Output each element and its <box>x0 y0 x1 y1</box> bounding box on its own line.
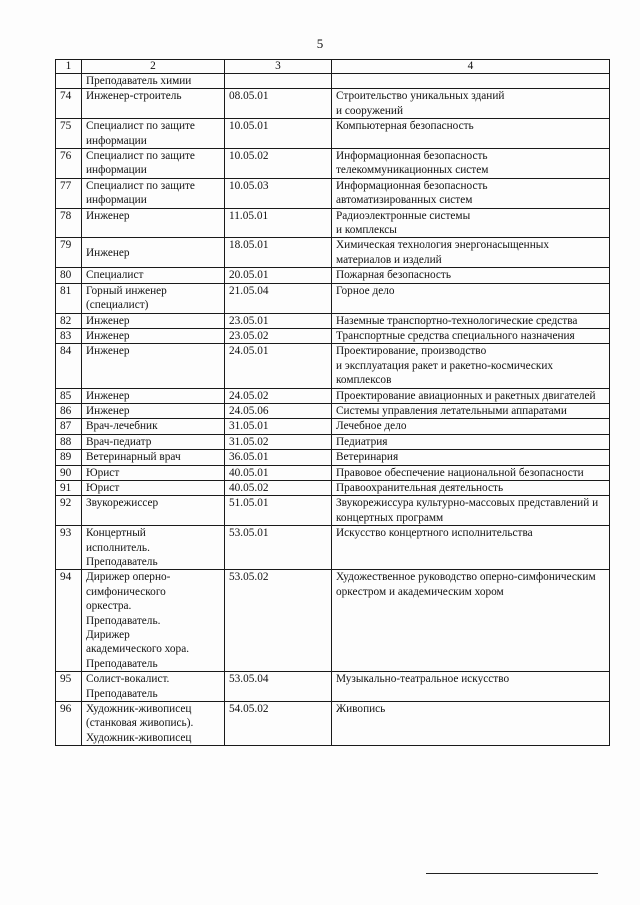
table-row <box>56 403 610 418</box>
table-row <box>56 149 610 179</box>
table-row <box>56 450 610 465</box>
specialty-code-cell: 53.05.04 <box>225 672 332 702</box>
specialty-code-cell: 53.05.02 <box>225 570 332 672</box>
specialty-name-cell: Информационная безопасность автоматизированных систем <box>332 178 610 208</box>
table-row <box>56 283 610 313</box>
row-number-cell: 82 <box>56 313 82 328</box>
qualification-cell: Специалист <box>82 268 225 283</box>
specialty-name-cell: Информационная безопасность телекоммуникационных систем <box>332 149 610 179</box>
table-row <box>56 238 610 268</box>
row-number-cell: 92 <box>56 496 82 526</box>
table-row <box>56 434 610 449</box>
qualification-cell: Звукорежиссер <box>82 496 225 526</box>
specialty-code-cell: 23.05.02 <box>225 328 332 343</box>
specialty-code-cell: 10.05.03 <box>225 178 332 208</box>
specialty-name-cell: Правовое обеспечение национальной безопасности <box>332 465 610 480</box>
qualification-cell: Солист-вокалист. Преподаватель <box>82 672 225 702</box>
table-row <box>56 496 610 526</box>
qualification-cell: Инженер-строитель <box>82 89 225 119</box>
qualification-cell: Инженер <box>82 313 225 328</box>
specialty-name-cell: Химическая технология энергонасыщенных материалов и изделий <box>332 238 610 268</box>
table-row <box>56 208 610 238</box>
qualification-cell: Специалист по защите информации <box>82 149 225 179</box>
specialty-name-cell: Музыкально-театральное искусство <box>332 672 610 702</box>
specialty-code-cell: 31.05.02 <box>225 434 332 449</box>
specialty-name-cell: Живопись <box>332 702 610 746</box>
qualification-cell: Художник-живописец (станковая живопись). Художник-живописец <box>82 702 225 746</box>
qualification-cell: Специалист по защите информации <box>82 119 225 149</box>
specialty-name-cell <box>332 74 610 89</box>
row-number-cell: 81 <box>56 283 82 313</box>
column-header-2: 2 <box>82 60 225 74</box>
specialty-name-cell: Педиатрия <box>332 434 610 449</box>
row-number-cell: 83 <box>56 328 82 343</box>
specialty-name-cell: Проектирование, производство и эксплуатация ракет и ракетно-космических комплексов <box>332 344 610 388</box>
specialty-name-cell: Системы управления летательными аппаратами <box>332 403 610 418</box>
table-row <box>56 74 610 89</box>
qualification-cell: Инженер <box>82 238 225 268</box>
qualification-cell: Инженер <box>82 328 225 343</box>
row-number-cell: 76 <box>56 149 82 179</box>
table-row <box>56 419 610 434</box>
table-row <box>56 89 610 119</box>
row-number-cell: 88 <box>56 434 82 449</box>
qualification-cell: Горный инженер (специалист) <box>82 283 225 313</box>
qualification-cell: Дирижер оперно- симфонического оркестра. Преподаватель. Дирижер академического хора. Преподаватель <box>82 570 225 672</box>
row-number-cell: 77 <box>56 178 82 208</box>
table-row <box>56 526 610 570</box>
row-number-cell: 84 <box>56 344 82 388</box>
row-number-cell: 74 <box>56 89 82 119</box>
specialty-name-cell: Строительство уникальных зданий и сооружений <box>332 89 610 119</box>
table-row <box>56 119 610 149</box>
table-row <box>56 388 610 403</box>
specialty-name-cell: Горное дело <box>332 283 610 313</box>
column-header-3: 3 <box>225 60 332 74</box>
table-row <box>56 344 610 388</box>
specialty-name-cell: Художественное руководство оперно-симфоническим оркестром и академическим хором <box>332 570 610 672</box>
specialty-name-cell: Звукорежиссура культурно-массовых представлений и концертных программ <box>332 496 610 526</box>
row-number-cell <box>56 74 82 89</box>
specialty-name-cell: Радиоэлектронные системы и комплексы <box>332 208 610 238</box>
specialty-name-cell: Ветеринария <box>332 450 610 465</box>
specialty-code-cell <box>225 74 332 89</box>
specialty-code-cell: 18.05.01 <box>225 238 332 268</box>
specialty-name-cell: Компьютерная безопасность <box>332 119 610 149</box>
specialty-name-cell: Искусство концертного исполнительства <box>332 526 610 570</box>
table-row <box>56 328 610 343</box>
qualification-cell: Ветеринарный врач <box>82 450 225 465</box>
specialties-table <box>55 59 610 746</box>
row-number-cell: 95 <box>56 672 82 702</box>
row-number-cell: 78 <box>56 208 82 238</box>
specialty-code-cell: 54.05.02 <box>225 702 332 746</box>
qualification-cell: Юрист <box>82 480 225 495</box>
qualification-cell: Концертный исполнитель. Преподаватель <box>82 526 225 570</box>
qualification-cell: Инженер <box>82 388 225 403</box>
row-number-cell: 91 <box>56 480 82 495</box>
row-number-cell: 96 <box>56 702 82 746</box>
specialty-code-cell: 51.05.01 <box>225 496 332 526</box>
table-row <box>56 268 610 283</box>
qualification-cell: Специалист по защите информации <box>82 178 225 208</box>
specialty-name-cell: Наземные транспортно-технологические средства <box>332 313 610 328</box>
row-number-cell: 89 <box>56 450 82 465</box>
qualification-cell: Инженер <box>82 403 225 418</box>
specialty-code-cell: 40.05.02 <box>225 480 332 495</box>
row-number-cell: 85 <box>56 388 82 403</box>
specialty-name-cell: Правоохранительная деятельность <box>332 480 610 495</box>
signature-line <box>426 873 598 874</box>
specialty-code-cell: 23.05.01 <box>225 313 332 328</box>
table-body <box>56 74 610 746</box>
specialty-code-cell: 10.05.02 <box>225 149 332 179</box>
table-row <box>56 465 610 480</box>
specialty-name-cell: Проектирование авиационных и ракетных двигателей <box>332 388 610 403</box>
specialty-code-cell: 10.05.01 <box>225 119 332 149</box>
specialty-code-cell: 31.05.01 <box>225 419 332 434</box>
specialty-code-cell: 08.05.01 <box>225 89 332 119</box>
specialty-code-cell: 24.05.01 <box>225 344 332 388</box>
row-number-cell: 90 <box>56 465 82 480</box>
qualification-cell: Инженер <box>82 344 225 388</box>
table-row <box>56 570 610 672</box>
qualification-cell: Преподаватель химии <box>82 74 225 89</box>
qualification-cell: Врач-педиатр <box>82 434 225 449</box>
qualification-cell: Юрист <box>82 465 225 480</box>
specialty-code-cell: 40.05.01 <box>225 465 332 480</box>
specialty-code-cell: 24.05.02 <box>225 388 332 403</box>
qualification-cell: Врач-лечебник <box>82 419 225 434</box>
table-row <box>56 178 610 208</box>
row-number-cell: 86 <box>56 403 82 418</box>
specialty-name-cell: Транспортные средства специального назначения <box>332 328 610 343</box>
row-number-cell: 79 <box>56 238 82 268</box>
column-number-header-row <box>56 60 610 74</box>
specialty-name-cell: Лечебное дело <box>332 419 610 434</box>
column-header-1: 1 <box>56 60 82 74</box>
specialty-name-cell: Пожарная безопасность <box>332 268 610 283</box>
row-number-cell: 93 <box>56 526 82 570</box>
specialty-code-cell: 21.05.04 <box>225 283 332 313</box>
specialty-code-cell: 24.05.06 <box>225 403 332 418</box>
specialty-code-cell: 36.05.01 <box>225 450 332 465</box>
page-number: 5 <box>316 36 324 51</box>
specialty-code-cell: 11.05.01 <box>225 208 332 238</box>
qualification-cell: Инженер <box>82 208 225 238</box>
specialty-code-cell: 20.05.01 <box>225 268 332 283</box>
table-row <box>56 702 610 746</box>
row-number-cell: 94 <box>56 570 82 672</box>
row-number-cell: 75 <box>56 119 82 149</box>
specialty-code-cell: 53.05.01 <box>225 526 332 570</box>
table-row <box>56 672 610 702</box>
table-row <box>56 313 610 328</box>
row-number-cell: 87 <box>56 419 82 434</box>
column-header-4: 4 <box>332 60 610 74</box>
table-row <box>56 480 610 495</box>
row-number-cell: 80 <box>56 268 82 283</box>
